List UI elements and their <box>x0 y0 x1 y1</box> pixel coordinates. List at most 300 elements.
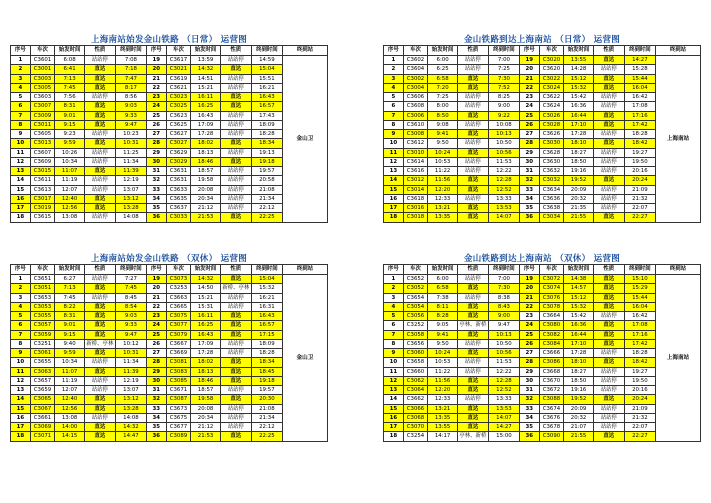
arrival-time: 16:57 <box>251 321 282 330</box>
departure-time: 7:56 <box>55 93 84 102</box>
departure-time: 8:31 <box>55 102 84 111</box>
train-number: C3068 <box>403 413 428 422</box>
arrival-time: 13:12 <box>115 194 146 203</box>
service-type: 直达 <box>220 367 251 376</box>
departure-time: 6:25 <box>428 65 457 74</box>
train-number: C3635 <box>166 194 191 203</box>
column-header: 终到站 <box>655 265 700 275</box>
departure-time: 20:08 <box>191 185 220 194</box>
departure-time: 9:41 <box>428 130 457 139</box>
column-header: 序号 <box>146 265 166 275</box>
arrival-time: 10:08 <box>488 120 519 129</box>
arrival-time: 9:47 <box>115 120 146 129</box>
service-type: 站站停 <box>457 194 488 203</box>
row-number: 5 <box>11 93 31 102</box>
departure-time: 18:10 <box>564 139 593 148</box>
train-number: C3659 <box>30 386 55 395</box>
table-row <box>384 339 701 348</box>
arrival-time: 8:45 <box>115 293 146 302</box>
departure-time: 8:11 <box>428 302 457 311</box>
service-type: 直达 <box>593 432 624 441</box>
table-row <box>11 157 328 166</box>
arrival-time: 17:42 <box>624 120 655 129</box>
arrival-time: 13:33 <box>488 194 519 203</box>
service-type: 站站停 <box>593 413 624 422</box>
train-number: C3664 <box>539 312 564 321</box>
row-number: 23 <box>519 312 539 321</box>
row-number: 16 <box>384 194 404 203</box>
departure-time: 16:25 <box>191 102 220 111</box>
departure-time: 7:25 <box>428 93 457 102</box>
train-number: C3655 <box>30 358 55 367</box>
train-number: C3618 <box>403 194 428 203</box>
table-row <box>11 167 328 176</box>
departure-time: 7:45 <box>55 83 84 92</box>
service-type: 亭林、新桥 <box>457 432 488 441</box>
arrival-time: 10:13 <box>488 130 519 139</box>
train-number: C3014 <box>403 185 428 194</box>
arrival-time: 7:00 <box>488 56 519 65</box>
row-number: 31 <box>146 167 166 176</box>
departure-time: 9:59 <box>55 349 84 358</box>
table-header-row <box>11 46 328 56</box>
table-header-row <box>11 265 328 275</box>
departure-time: 12:33 <box>428 395 457 404</box>
arrival-time: 14:08 <box>115 213 146 222</box>
table-row <box>384 386 701 395</box>
column-header: 始发时间 <box>55 46 84 56</box>
row-number: 17 <box>11 204 31 213</box>
service-type: 站站停 <box>220 83 251 92</box>
service-type: 站站停 <box>593 312 624 321</box>
service-type: 站站停 <box>593 386 624 395</box>
panel-weekend-departure <box>10 254 328 442</box>
service-type: 站站停 <box>84 185 115 194</box>
service-type: 直达 <box>220 358 251 367</box>
arrival-time: 8:54 <box>115 302 146 311</box>
row-number: 13 <box>384 167 404 176</box>
row-number: 32 <box>146 176 166 185</box>
arrival-time: 16:04 <box>624 302 655 311</box>
departure-time: 15:32 <box>564 83 593 92</box>
table-row <box>11 376 328 385</box>
arrival-time: 18:42 <box>624 139 655 148</box>
row-number: 13 <box>384 386 404 395</box>
column-header: 车次 <box>539 265 564 275</box>
departure-time: 8:31 <box>55 312 84 321</box>
departure-time: 14:32 <box>191 275 220 284</box>
departure-time: 21:12 <box>191 423 220 432</box>
table-row <box>11 120 328 129</box>
row-number: 30 <box>146 157 166 166</box>
arrival-time: 14:07 <box>488 413 519 422</box>
column-header: 始发时间 <box>55 265 84 275</box>
arrival-time: 14:27 <box>624 56 655 65</box>
train-number: C3073 <box>166 275 191 284</box>
table-row <box>11 148 328 157</box>
train-number: C3005 <box>30 83 55 92</box>
service-type: 站站停 <box>593 404 624 413</box>
row-number: 13 <box>11 386 31 395</box>
departure-time: 14:28 <box>564 65 593 74</box>
train-number: C3064 <box>403 386 428 395</box>
row-number: 26 <box>146 339 166 348</box>
arrival-time: 18:28 <box>251 349 282 358</box>
departure-time: 9:08 <box>428 120 457 129</box>
departure-time: 17:09 <box>191 339 220 348</box>
train-number: C3018 <box>403 213 428 222</box>
service-type: 直达 <box>84 302 115 311</box>
arrival-time: 20:30 <box>251 395 282 404</box>
arrival-time: 17:08 <box>624 321 655 330</box>
column-header: 序号 <box>146 46 166 56</box>
service-type: 直达 <box>593 293 624 302</box>
arrival-time: 19:27 <box>624 148 655 157</box>
row-number: 16 <box>384 413 404 422</box>
service-type: 直达 <box>84 312 115 321</box>
row-number: 27 <box>519 130 539 139</box>
row-number: 23 <box>146 312 166 321</box>
departure-time: 18:50 <box>564 376 593 385</box>
arrival-time: 13:28 <box>115 204 146 213</box>
arrival-time: 8:17 <box>115 83 146 92</box>
service-type: 直达 <box>457 83 488 92</box>
row-number: 15 <box>11 185 31 194</box>
row-number: 22 <box>146 83 166 92</box>
arrival-time: 8:56 <box>115 93 146 102</box>
train-number: C3026 <box>539 111 564 120</box>
arrival-time: 8:25 <box>488 93 519 102</box>
train-number: C3630 <box>539 157 564 166</box>
arrival-time: 9:22 <box>488 111 519 120</box>
column-header: 车次 <box>539 46 564 56</box>
arrival-time: 9:33 <box>115 111 146 120</box>
table-row <box>11 111 328 120</box>
table-row <box>11 185 328 194</box>
service-type: 站站停 <box>457 395 488 404</box>
column-header: 性质 <box>220 46 251 56</box>
column-header: 车次 <box>166 265 191 275</box>
table-row <box>384 83 701 92</box>
arrival-time: 15:10 <box>624 275 655 284</box>
service-type: 站站停 <box>220 413 251 422</box>
row-number: 19 <box>146 56 166 65</box>
service-type: 直达 <box>84 204 115 213</box>
departure-time: 9:05 <box>428 321 457 330</box>
arrival-time: 9:00 <box>488 312 519 321</box>
service-type: 站站停 <box>593 93 624 102</box>
column-header: 终到时间 <box>115 265 146 275</box>
service-type: 直达 <box>457 404 488 413</box>
train-number: C3009 <box>30 111 55 120</box>
table-row <box>11 293 328 302</box>
arrival-time: 18:28 <box>624 130 655 139</box>
departure-time: 12:07 <box>55 386 84 395</box>
train-number: C3090 <box>539 432 564 441</box>
column-header: 序号 <box>11 46 31 56</box>
arrival-time: 15:44 <box>624 74 655 83</box>
row-number: 2 <box>384 65 404 74</box>
departure-time: 19:52 <box>564 395 593 404</box>
column-header: 车次 <box>403 46 428 56</box>
arrival-time: 15:51 <box>251 74 282 83</box>
service-type: 直达 <box>84 65 115 74</box>
arrival-time: 19:50 <box>624 157 655 166</box>
train-number: C3637 <box>166 204 191 213</box>
departure-time: 7:20 <box>428 83 457 92</box>
departure-time: 17:28 <box>564 130 593 139</box>
train-number: C3673 <box>166 404 191 413</box>
train-number: C3627 <box>166 130 191 139</box>
arrival-time: 7:47 <box>115 74 146 83</box>
terminal-station: 上海南站 <box>655 56 700 223</box>
train-number: C3615 <box>30 213 55 222</box>
train-number: C3612 <box>403 139 428 148</box>
arrival-time: 22:25 <box>251 432 282 441</box>
row-number: 5 <box>11 312 31 321</box>
departure-time: 13:21 <box>428 404 457 413</box>
arrival-time: 16:31 <box>251 302 282 311</box>
column-header: 性质 <box>457 46 488 56</box>
arrival-time: 14:07 <box>488 213 519 222</box>
service-type: 直达 <box>457 176 488 185</box>
row-number: 31 <box>519 167 539 176</box>
row-number: 6 <box>384 102 404 111</box>
train-number: C3080 <box>539 321 564 330</box>
departure-time: 8:22 <box>55 302 84 311</box>
arrival-time: 14:32 <box>115 423 146 432</box>
departure-time: 15:21 <box>191 83 220 92</box>
service-type: 站站停 <box>457 293 488 302</box>
departure-time: 10:53 <box>428 157 457 166</box>
service-type: 站站停 <box>593 167 624 176</box>
row-number: 27 <box>146 349 166 358</box>
train-number: C3063 <box>30 367 55 376</box>
row-number: 11 <box>384 367 404 376</box>
train-number: C3663 <box>166 293 191 302</box>
arrival-time: 11:39 <box>115 367 146 376</box>
departure-time: 8:28 <box>428 312 457 321</box>
service-type: 直达 <box>457 349 488 358</box>
service-type: 直达 <box>84 83 115 92</box>
train-number: C3604 <box>403 65 428 74</box>
service-type: 站站停 <box>220 120 251 129</box>
train-number: C3605 <box>30 130 55 139</box>
row-number: 24 <box>146 321 166 330</box>
table-row <box>11 339 328 348</box>
arrival-time: 13:28 <box>115 404 146 413</box>
arrival-time: 18:42 <box>624 358 655 367</box>
service-type: 直达 <box>457 376 488 385</box>
departure-time: 18:13 <box>191 148 220 157</box>
train-number: C3668 <box>539 367 564 376</box>
table-row <box>11 404 328 413</box>
service-type: 站站停 <box>220 293 251 302</box>
train-number: C3669 <box>166 349 191 358</box>
arrival-time: 12:28 <box>488 176 519 185</box>
row-number: 31 <box>146 386 166 395</box>
departure-time: 18:57 <box>191 167 220 176</box>
table-header-row <box>384 46 701 56</box>
train-number: C3614 <box>403 157 428 166</box>
row-number: 14 <box>11 395 31 404</box>
row-number: 8 <box>11 120 31 129</box>
panel-weekday-departure <box>10 35 328 223</box>
service-type: 站站停 <box>457 102 488 111</box>
train-number: C3027 <box>166 139 191 148</box>
departure-time: 12:56 <box>55 204 84 213</box>
service-type: 站站停 <box>593 65 624 74</box>
arrival-time: 22:12 <box>251 204 282 213</box>
train-number: C3057 <box>30 321 55 330</box>
table-row <box>384 358 701 367</box>
row-number: 28 <box>146 358 166 367</box>
service-type: 直达 <box>593 284 624 293</box>
table-row <box>384 185 701 194</box>
row-number: 33 <box>146 404 166 413</box>
row-number: 2 <box>384 284 404 293</box>
row-number: 12 <box>11 157 31 166</box>
train-number: C3607 <box>30 148 55 157</box>
arrival-time: 8:38 <box>488 293 519 302</box>
column-header: 终到时间 <box>488 46 519 56</box>
departure-time: 19:16 <box>564 386 593 395</box>
train-number: C3254 <box>403 432 428 441</box>
service-type: 直达 <box>593 339 624 348</box>
departure-time: 13:08 <box>55 213 84 222</box>
train-number: C3025 <box>166 102 191 111</box>
departure-time: 10:24 <box>428 148 457 157</box>
service-type: 站站停 <box>457 275 488 284</box>
row-number: 3 <box>384 293 404 302</box>
train-number: C3083 <box>166 367 191 376</box>
arrival-time: 22:12 <box>251 423 282 432</box>
train-number: C3620 <box>539 65 564 74</box>
arrival-time: 9:03 <box>115 312 146 321</box>
train-number: C3058 <box>403 330 428 339</box>
departure-time: 18:13 <box>191 367 220 376</box>
row-number: 34 <box>146 194 166 203</box>
arrival-time: 13:07 <box>115 185 146 194</box>
departure-time: 7:38 <box>428 293 457 302</box>
row-number: 18 <box>11 213 31 222</box>
service-type: 站站停 <box>593 102 624 111</box>
arrival-time: 7:30 <box>488 284 519 293</box>
row-number: 4 <box>384 302 404 311</box>
train-number: C3634 <box>539 185 564 194</box>
row-number: 35 <box>519 204 539 213</box>
row-number: 17 <box>11 423 31 432</box>
departure-time: 6:00 <box>428 275 457 284</box>
train-number: C3023 <box>166 93 191 102</box>
train-number: C3616 <box>403 167 428 176</box>
arrival-time: 12:52 <box>488 185 519 194</box>
service-type: 站站停 <box>593 204 624 213</box>
row-number: 8 <box>11 339 31 348</box>
departure-time: 16:11 <box>191 93 220 102</box>
train-number: C3054 <box>403 302 428 311</box>
departure-time: 20:08 <box>191 404 220 413</box>
departure-time: 13:55 <box>428 423 457 432</box>
service-type: 直达 <box>220 139 251 148</box>
table-row <box>11 176 328 185</box>
train-number: C3021 <box>166 65 191 74</box>
train-number: C3672 <box>539 386 564 395</box>
departure-time: 19:16 <box>564 167 593 176</box>
train-number: C3030 <box>539 139 564 148</box>
table-row <box>384 395 701 404</box>
panel-title: 金山铁路到达上海南站 （日常） 运营图 <box>463 35 621 45</box>
row-number: 20 <box>146 65 166 74</box>
service-type: 站站停 <box>593 185 624 194</box>
train-number: C3056 <box>403 312 428 321</box>
train-number: C3062 <box>403 376 428 385</box>
service-type: 站站停 <box>84 176 115 185</box>
row-number: 12 <box>384 157 404 166</box>
train-number: C3251 <box>30 339 55 348</box>
table-row <box>384 120 701 129</box>
departure-time: 9:41 <box>428 330 457 339</box>
departure-time: 11:19 <box>55 376 84 385</box>
train-number: C3667 <box>166 339 191 348</box>
row-number: 15 <box>384 185 404 194</box>
table-row <box>384 302 701 311</box>
departure-time: 15:31 <box>191 302 220 311</box>
schedule-table <box>383 45 701 223</box>
row-number: 10 <box>384 139 404 148</box>
service-type: 站站停 <box>593 423 624 432</box>
departure-time: 6:58 <box>428 74 457 83</box>
row-number: 9 <box>11 349 31 358</box>
column-header: 终到时间 <box>624 46 655 56</box>
departure-time: 11:19 <box>55 176 84 185</box>
departure-time: 18:02 <box>191 139 220 148</box>
row-number: 5 <box>384 312 404 321</box>
row-number: 34 <box>146 413 166 422</box>
row-number: 4 <box>11 83 31 92</box>
departure-time: 8:00 <box>428 102 457 111</box>
service-type: 站站停 <box>593 376 624 385</box>
row-number: 35 <box>519 423 539 432</box>
arrival-time: 18:28 <box>251 130 282 139</box>
column-header: 终到站 <box>282 46 327 56</box>
arrival-time: 7:52 <box>488 83 519 92</box>
departure-time: 18:10 <box>564 358 593 367</box>
table-row <box>11 312 328 321</box>
table-row <box>11 284 328 293</box>
train-number: C3253 <box>166 284 191 293</box>
departure-time: 7:13 <box>55 284 84 293</box>
table-row <box>11 56 328 65</box>
row-number: 16 <box>11 413 31 422</box>
train-number: C3024 <box>539 83 564 92</box>
train-number: C3079 <box>166 330 191 339</box>
departure-time: 20:32 <box>564 194 593 203</box>
departure-time: 7:45 <box>55 293 84 302</box>
arrival-time: 15:28 <box>624 65 655 74</box>
arrival-time: 16:43 <box>251 312 282 321</box>
row-number: 30 <box>519 376 539 385</box>
departure-time: 16:43 <box>191 111 220 120</box>
departure-time: 18:27 <box>564 367 593 376</box>
departure-time: 12:40 <box>55 395 84 404</box>
arrival-time: 17:15 <box>251 330 282 339</box>
row-number: 12 <box>384 376 404 385</box>
train-number: C3670 <box>539 376 564 385</box>
train-number: C3020 <box>539 56 564 65</box>
row-number: 36 <box>519 213 539 222</box>
train-number: C3677 <box>166 423 191 432</box>
